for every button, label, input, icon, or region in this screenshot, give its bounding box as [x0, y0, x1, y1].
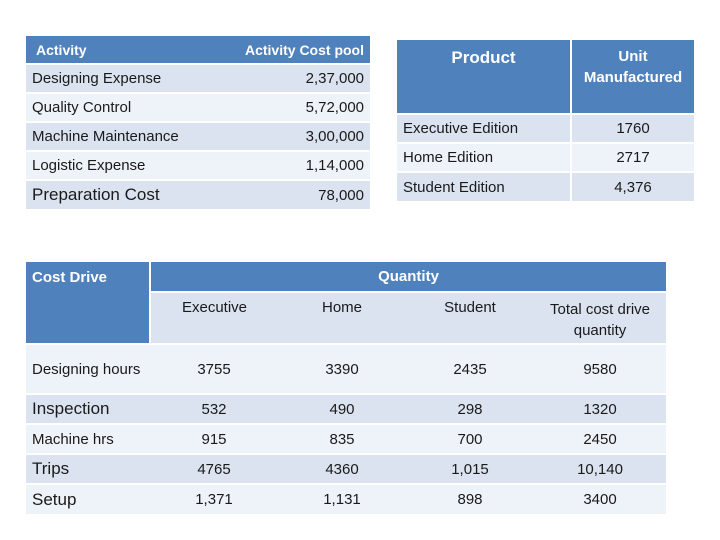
driver-value: 3400 [583, 491, 617, 508]
driver-value: 700 [406, 424, 534, 454]
product-name: Student Edition [397, 172, 571, 201]
header-product: Product [397, 40, 571, 114]
table-row [26, 344, 666, 394]
activity-cost: 5,72,000 [216, 93, 370, 122]
driver-value: 898 [457, 491, 483, 508]
driver-value: 3755 [150, 344, 278, 394]
activity-name: Quality Control [26, 93, 216, 122]
driver-name: Setup [32, 489, 77, 509]
cost-driver-table [26, 262, 666, 514]
activity-name: Machine Maintenance [26, 122, 216, 151]
header-activity-cost-pool: Activity Cost pool [216, 36, 370, 64]
driver-value: 3390 [278, 344, 406, 394]
column-header-home: Home [278, 292, 406, 344]
table-row [26, 424, 666, 454]
driver-value: 1,015 [406, 454, 534, 484]
driver-value: 915 [150, 424, 278, 454]
driver-value: 298 [406, 394, 534, 424]
table-row [26, 64, 370, 93]
product-table [397, 40, 694, 201]
table-row [26, 180, 370, 209]
activity-cost: 78,000 [318, 186, 364, 204]
driver-value: 2435 [406, 344, 534, 394]
activity-cost: 1,14,000 [216, 151, 370, 180]
product-name: Executive Edition [397, 114, 571, 143]
product-name: Home Edition [397, 143, 571, 172]
driver-name: Designing hours [26, 344, 150, 394]
table-row [26, 454, 666, 484]
header-cost-drive: Cost Drive [26, 262, 150, 344]
driver-name: Trips [26, 454, 150, 484]
column-header-executive: Executive [150, 292, 278, 344]
activity-cost: 2,37,000 [216, 64, 370, 93]
activity-cost: 3,00,000 [216, 122, 370, 151]
driver-value: 532 [150, 394, 278, 424]
table-row [26, 394, 666, 424]
table-row [397, 143, 694, 172]
driver-value: 1,131 [323, 491, 361, 508]
activity-name: Preparation Cost [32, 185, 160, 204]
driver-value: 9580 [534, 344, 666, 394]
table-row [397, 172, 694, 201]
driver-value: 4765 [150, 454, 278, 484]
driver-value: 1320 [534, 394, 666, 424]
units-value: 4,376 [614, 178, 652, 196]
column-header-student: Student [406, 292, 534, 344]
table-row [26, 484, 666, 514]
table-row [397, 114, 694, 143]
units-value: 2717 [571, 143, 694, 172]
header-quantity: Quantity [150, 262, 666, 292]
driver-name: Machine hrs [26, 424, 150, 454]
activity-cost-table [26, 36, 370, 209]
column-header-total: Total cost drive quantity [534, 292, 666, 344]
driver-name: Inspection [26, 394, 150, 424]
header-activity: Activity [26, 36, 216, 64]
units-value: 1760 [571, 114, 694, 143]
driver-value: 10,140 [534, 454, 666, 484]
table-row [26, 122, 370, 151]
driver-value: 835 [278, 424, 406, 454]
driver-value: 4360 [278, 454, 406, 484]
table-row [26, 151, 370, 180]
driver-value: 490 [278, 394, 406, 424]
driver-value: 2450 [534, 424, 666, 454]
table-row [26, 93, 370, 122]
header-unit-manufactured: Unit Manufactured [571, 40, 694, 114]
driver-value: 1,371 [195, 491, 233, 508]
activity-name: Logistic Expense [26, 151, 216, 180]
activity-name: Designing Expense [26, 64, 216, 93]
